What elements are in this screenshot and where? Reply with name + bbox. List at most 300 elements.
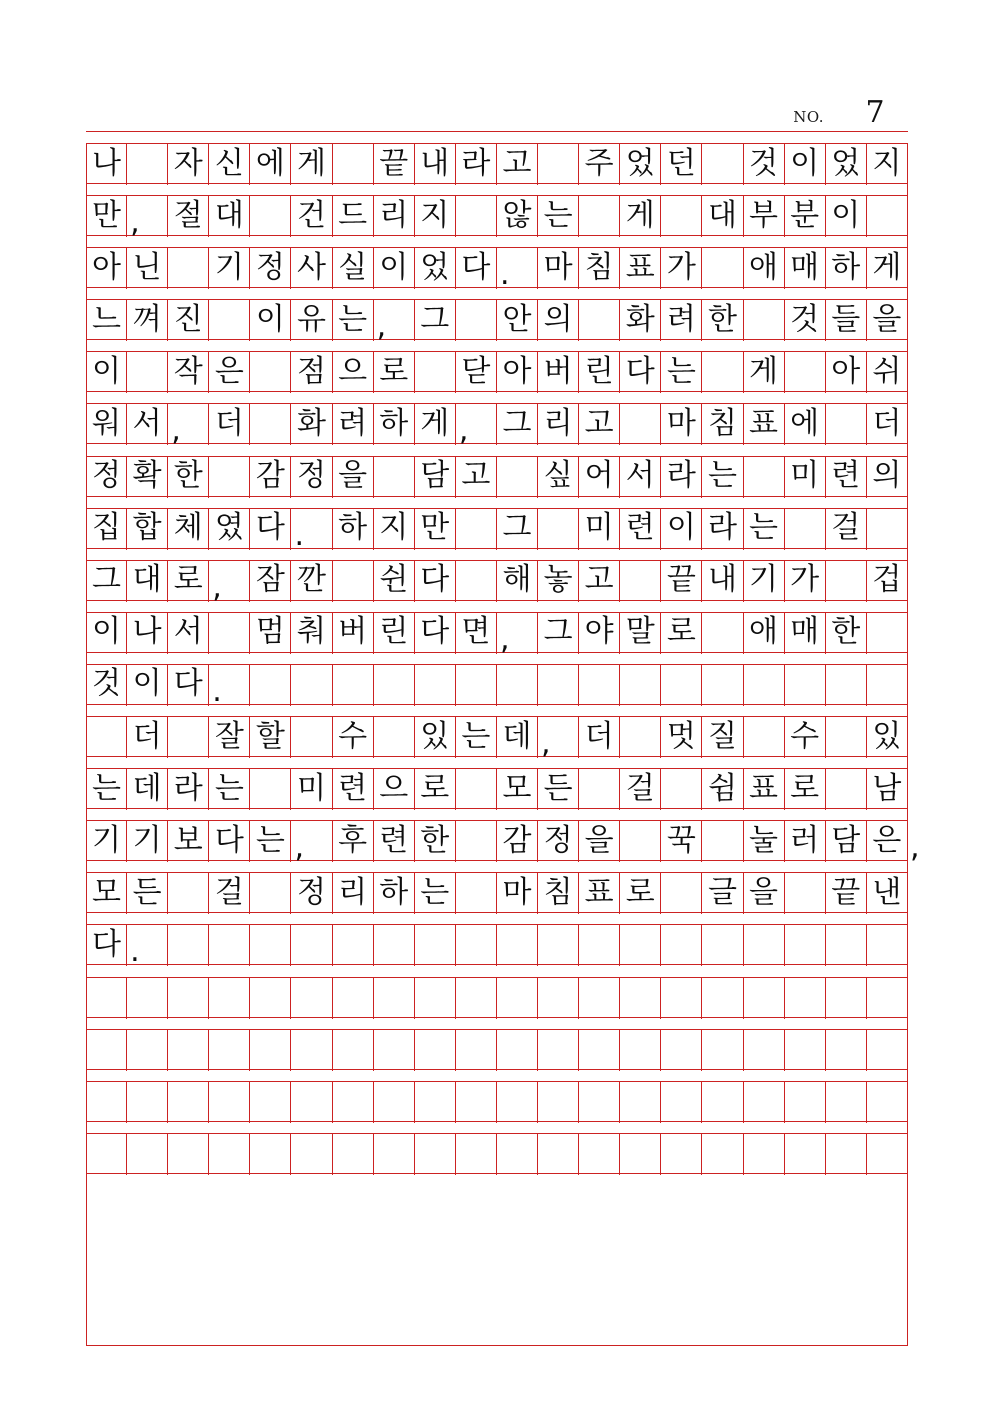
manuscript-cell[interactable] — [168, 404, 209, 449]
manuscript-cell[interactable] — [867, 1134, 908, 1175]
manuscript-cell[interactable] — [826, 665, 867, 706]
manuscript-cell[interactable] — [744, 352, 785, 393]
manuscript-cell[interactable] — [744, 1082, 785, 1123]
manuscript-cell[interactable] — [538, 509, 579, 550]
manuscript-cell[interactable] — [785, 196, 826, 237]
manuscript-cell[interactable] — [168, 873, 209, 914]
manuscript-cell[interactable] — [333, 925, 374, 966]
manuscript-cell[interactable] — [374, 821, 415, 862]
manuscript-cell[interactable] — [702, 404, 743, 445]
manuscript-cell[interactable] — [415, 404, 456, 445]
manuscript-cell[interactable] — [415, 300, 456, 341]
manuscript-cell[interactable] — [291, 873, 332, 914]
manuscript-cell[interactable] — [374, 248, 415, 289]
manuscript-cell[interactable] — [826, 873, 867, 914]
page-number-value[interactable]: 7 — [865, 95, 885, 130]
manuscript-cell[interactable] — [415, 1134, 456, 1175]
manuscript-cell[interactable] — [744, 925, 785, 966]
manuscript-cell[interactable] — [785, 978, 826, 1019]
manuscript-cell[interactable] — [867, 404, 908, 445]
manuscript-cell[interactable] — [209, 613, 250, 654]
manuscript-cell[interactable] — [456, 352, 497, 393]
manuscript-cell[interactable] — [127, 144, 168, 185]
manuscript-cell[interactable] — [661, 717, 702, 758]
manuscript-cell[interactable] — [785, 769, 826, 810]
manuscript-cell[interactable] — [127, 196, 168, 241]
manuscript-cell[interactable] — [86, 457, 127, 498]
manuscript-cell[interactable] — [744, 769, 785, 810]
manuscript-cell[interactable] — [826, 1134, 867, 1175]
manuscript-cell[interactable] — [497, 1134, 538, 1175]
manuscript-cell[interactable] — [250, 457, 291, 498]
manuscript-cell[interactable] — [661, 561, 702, 602]
manuscript-cell[interactable] — [785, 561, 826, 602]
manuscript-cell[interactable] — [785, 613, 826, 654]
manuscript-cell[interactable] — [620, 404, 661, 445]
manuscript-cell[interactable] — [620, 352, 661, 393]
manuscript-cell[interactable] — [826, 300, 867, 341]
manuscript-cell[interactable] — [744, 196, 785, 237]
manuscript-cell[interactable] — [209, 457, 250, 498]
manuscript-cell[interactable] — [744, 457, 785, 498]
manuscript-cell[interactable] — [867, 1030, 908, 1071]
manuscript-cell[interactable] — [620, 1082, 661, 1123]
manuscript-cell[interactable] — [785, 1134, 826, 1175]
manuscript-cell[interactable] — [333, 717, 374, 758]
manuscript-cell[interactable] — [579, 613, 620, 654]
manuscript-cell[interactable] — [538, 769, 579, 810]
manuscript-cell[interactable] — [456, 613, 497, 654]
manuscript-cell[interactable] — [86, 1134, 127, 1175]
manuscript-cell[interactable] — [538, 352, 579, 393]
manuscript-cell[interactable] — [702, 821, 743, 862]
manuscript-cell[interactable] — [456, 1082, 497, 1123]
manuscript-cell[interactable] — [620, 457, 661, 498]
manuscript-cell[interactable] — [661, 925, 702, 966]
manuscript-cell[interactable] — [333, 1134, 374, 1175]
manuscript-cell[interactable] — [291, 769, 332, 810]
manuscript-cell[interactable] — [374, 873, 415, 914]
manuscript-cell[interactable] — [702, 561, 743, 602]
manuscript-cell[interactable] — [168, 978, 209, 1019]
manuscript-cell[interactable] — [456, 196, 497, 237]
manuscript-cell[interactable] — [415, 457, 456, 498]
manuscript-cell[interactable] — [744, 144, 785, 185]
manuscript-cell[interactable] — [291, 509, 332, 553]
manuscript-cell[interactable] — [374, 404, 415, 445]
manuscript-cell[interactable] — [744, 404, 785, 445]
manuscript-cell[interactable] — [538, 613, 579, 654]
manuscript-cell[interactable] — [620, 509, 661, 550]
manuscript-cell[interactable] — [333, 873, 374, 914]
manuscript-cell[interactable] — [209, 300, 250, 341]
manuscript-cell[interactable] — [250, 613, 291, 654]
manuscript-cell[interactable] — [415, 873, 456, 914]
manuscript-cell[interactable] — [86, 821, 127, 862]
manuscript-cell[interactable] — [168, 1134, 209, 1175]
manuscript-cell[interactable] — [86, 144, 127, 185]
manuscript-cell[interactable] — [702, 925, 743, 966]
manuscript-cell[interactable] — [538, 404, 579, 445]
manuscript-cell[interactable] — [579, 300, 620, 341]
manuscript-cell[interactable] — [785, 509, 826, 550]
manuscript-cell[interactable] — [86, 1082, 127, 1123]
manuscript-cell[interactable] — [291, 1030, 332, 1071]
manuscript-cell[interactable] — [538, 1134, 579, 1175]
manuscript-cell[interactable] — [86, 769, 127, 810]
manuscript-cell[interactable] — [250, 1082, 291, 1123]
manuscript-cell[interactable] — [250, 1134, 291, 1175]
manuscript-cell[interactable] — [127, 925, 168, 970]
manuscript-cell[interactable] — [374, 925, 415, 966]
manuscript-cell[interactable] — [86, 404, 127, 445]
manuscript-cell[interactable] — [538, 665, 579, 706]
manuscript-cell[interactable] — [620, 561, 661, 602]
manuscript-cell[interactable] — [497, 248, 538, 293]
manuscript-cell[interactable] — [86, 978, 127, 1019]
manuscript-cell[interactable] — [415, 561, 456, 602]
manuscript-cell[interactable] — [209, 873, 250, 914]
manuscript-cell[interactable] — [785, 404, 826, 445]
manuscript-cell[interactable] — [702, 248, 743, 289]
manuscript-cell[interactable] — [867, 873, 908, 914]
manuscript-cell[interactable] — [826, 613, 867, 654]
manuscript-cell[interactable] — [620, 300, 661, 341]
manuscript-cell[interactable] — [168, 925, 209, 966]
manuscript-cell[interactable] — [374, 509, 415, 550]
manuscript-cell[interactable] — [209, 769, 250, 810]
manuscript-cell[interactable] — [579, 561, 620, 602]
manuscript-cell[interactable] — [291, 1134, 332, 1175]
manuscript-cell[interactable] — [826, 144, 867, 185]
manuscript-cell[interactable] — [86, 1030, 127, 1071]
manuscript-cell[interactable] — [127, 1082, 168, 1123]
manuscript-cell[interactable] — [127, 1030, 168, 1071]
manuscript-cell[interactable] — [209, 144, 250, 185]
manuscript-cell[interactable] — [168, 613, 209, 654]
manuscript-cell[interactable] — [250, 873, 291, 914]
manuscript-cell[interactable] — [291, 196, 332, 237]
manuscript-cell[interactable] — [620, 665, 661, 706]
manuscript-cell[interactable] — [497, 821, 538, 862]
manuscript-cell[interactable] — [579, 1134, 620, 1175]
manuscript-cell[interactable] — [250, 352, 291, 393]
manuscript-cell[interactable] — [333, 561, 374, 602]
manuscript-cell[interactable] — [497, 925, 538, 966]
manuscript-cell[interactable] — [661, 873, 702, 914]
manuscript-cell[interactable] — [826, 1082, 867, 1123]
manuscript-cell[interactable] — [744, 248, 785, 289]
manuscript-cell[interactable] — [867, 769, 908, 810]
manuscript-cell[interactable] — [209, 352, 250, 393]
manuscript-cell[interactable] — [127, 978, 168, 1019]
manuscript-cell[interactable] — [579, 665, 620, 706]
manuscript-cell[interactable] — [702, 300, 743, 341]
manuscript-cell[interactable] — [867, 613, 908, 654]
manuscript-cell[interactable] — [415, 144, 456, 185]
manuscript-cell[interactable] — [826, 978, 867, 1019]
manuscript-cell[interactable] — [209, 717, 250, 758]
manuscript-cell[interactable] — [168, 144, 209, 185]
manuscript-cell[interactable] — [744, 821, 785, 862]
manuscript-cell[interactable] — [456, 248, 497, 289]
manuscript-cell[interactable] — [291, 665, 332, 706]
manuscript-cell[interactable] — [456, 978, 497, 1019]
manuscript-cell[interactable] — [250, 1030, 291, 1071]
manuscript-cell[interactable] — [744, 509, 785, 550]
manuscript-cell[interactable] — [291, 404, 332, 445]
manuscript-cell[interactable] — [168, 509, 209, 550]
manuscript-cell[interactable] — [661, 352, 702, 393]
manuscript-cell[interactable] — [415, 1082, 456, 1123]
manuscript-cell[interactable] — [785, 248, 826, 289]
manuscript-cell[interactable] — [661, 821, 702, 862]
manuscript-cell[interactable] — [127, 873, 168, 914]
manuscript-cell[interactable] — [867, 561, 908, 602]
manuscript-cell[interactable] — [661, 457, 702, 498]
manuscript-cell[interactable] — [456, 404, 497, 449]
manuscript-cell[interactable] — [702, 978, 743, 1019]
manuscript-cell[interactable] — [661, 665, 702, 706]
manuscript-cell[interactable] — [867, 1082, 908, 1123]
manuscript-cell[interactable] — [250, 144, 291, 185]
manuscript-cell[interactable] — [86, 613, 127, 654]
manuscript-cell[interactable] — [702, 769, 743, 810]
manuscript-cell[interactable] — [127, 717, 168, 758]
manuscript-cell[interactable] — [785, 665, 826, 706]
manuscript-cell[interactable] — [579, 717, 620, 758]
manuscript-cell[interactable] — [250, 509, 291, 550]
manuscript-cell[interactable] — [497, 509, 538, 550]
manuscript-cell[interactable] — [702, 873, 743, 914]
manuscript-cell[interactable] — [291, 248, 332, 289]
manuscript-cell[interactable] — [867, 144, 908, 185]
manuscript-cell[interactable] — [291, 925, 332, 966]
manuscript-cell[interactable] — [620, 613, 661, 654]
manuscript-cell[interactable] — [579, 978, 620, 1019]
manuscript-cell[interactable] — [127, 509, 168, 550]
manuscript-cell[interactable] — [538, 717, 579, 762]
manuscript-cell[interactable] — [826, 404, 867, 445]
manuscript-cell[interactable] — [826, 248, 867, 289]
manuscript-cell[interactable] — [168, 1082, 209, 1123]
manuscript-cell[interactable] — [209, 665, 250, 709]
manuscript-cell[interactable] — [785, 352, 826, 393]
manuscript-cell[interactable] — [209, 821, 250, 862]
manuscript-cell[interactable] — [579, 509, 620, 550]
manuscript-cell[interactable] — [456, 1030, 497, 1071]
manuscript-cell[interactable] — [826, 717, 867, 758]
manuscript-cell[interactable] — [456, 717, 497, 758]
manuscript-cell[interactable] — [744, 300, 785, 341]
manuscript-cell[interactable] — [702, 144, 743, 185]
manuscript-cell[interactable] — [785, 144, 826, 185]
manuscript-cell[interactable] — [168, 352, 209, 393]
manuscript-cell[interactable] — [415, 613, 456, 654]
manuscript-cell[interactable] — [86, 717, 127, 758]
manuscript-cell[interactable] — [250, 769, 291, 810]
manuscript-cell[interactable] — [620, 717, 661, 758]
manuscript-cell[interactable] — [168, 717, 209, 758]
manuscript-cell[interactable] — [867, 821, 908, 862]
manuscript-cell[interactable] — [497, 352, 538, 393]
manuscript-cell[interactable] — [579, 352, 620, 393]
manuscript-cell[interactable] — [127, 613, 168, 654]
manuscript-cell[interactable] — [209, 509, 250, 550]
manuscript-cell[interactable] — [497, 613, 538, 657]
manuscript-cell[interactable] — [826, 821, 867, 862]
manuscript-cell[interactable] — [702, 196, 743, 237]
manuscript-cell[interactable] — [538, 873, 579, 914]
manuscript-cell[interactable] — [538, 300, 579, 341]
manuscript-cell[interactable] — [333, 300, 374, 341]
manuscript-cell[interactable] — [620, 1030, 661, 1071]
manuscript-cell[interactable] — [209, 561, 250, 605]
manuscript-cell[interactable] — [661, 144, 702, 185]
manuscript-cell[interactable] — [497, 717, 538, 758]
manuscript-cell[interactable] — [374, 613, 415, 654]
manuscript-cell[interactable] — [867, 925, 908, 966]
manuscript-cell[interactable] — [374, 352, 415, 393]
manuscript-cell[interactable] — [374, 1134, 415, 1175]
manuscript-cell[interactable] — [867, 300, 908, 341]
manuscript-cell[interactable] — [456, 457, 497, 498]
manuscript-cell[interactable] — [826, 352, 867, 393]
manuscript-cell[interactable] — [209, 925, 250, 966]
manuscript-cell[interactable] — [250, 196, 291, 237]
manuscript-cell[interactable] — [456, 144, 497, 185]
manuscript-cell[interactable] — [497, 873, 538, 914]
manuscript-cell[interactable] — [250, 404, 291, 445]
manuscript-cell[interactable] — [579, 248, 620, 289]
manuscript-cell[interactable] — [867, 196, 908, 237]
manuscript-cell[interactable] — [333, 821, 374, 862]
manuscript-cell[interactable] — [127, 561, 168, 602]
manuscript-cell[interactable] — [497, 665, 538, 706]
manuscript-cell[interactable] — [250, 925, 291, 966]
manuscript-cell[interactable] — [826, 457, 867, 498]
manuscript-cell[interactable] — [579, 1030, 620, 1071]
manuscript-cell[interactable] — [333, 978, 374, 1019]
manuscript-cell[interactable] — [497, 1030, 538, 1071]
manuscript-cell[interactable] — [497, 457, 538, 498]
manuscript-cell[interactable] — [661, 300, 702, 341]
manuscript-cell[interactable] — [744, 873, 785, 914]
manuscript-cell[interactable] — [620, 978, 661, 1019]
manuscript-cell[interactable] — [702, 1030, 743, 1071]
manuscript-cell[interactable] — [374, 300, 415, 345]
manuscript-cell[interactable] — [702, 613, 743, 654]
manuscript-cell[interactable] — [661, 1134, 702, 1175]
manuscript-cell[interactable] — [456, 561, 497, 602]
manuscript-cell[interactable] — [456, 873, 497, 914]
manuscript-cell[interactable] — [250, 978, 291, 1019]
manuscript-cell[interactable] — [579, 457, 620, 498]
manuscript-cell[interactable] — [579, 404, 620, 445]
manuscript-cell[interactable] — [333, 248, 374, 289]
manuscript-cell[interactable] — [456, 509, 497, 550]
manuscript-cell[interactable] — [86, 196, 127, 237]
manuscript-cell[interactable] — [867, 717, 908, 758]
manuscript-cell[interactable] — [702, 665, 743, 706]
manuscript-cell[interactable] — [333, 1082, 374, 1123]
manuscript-cell[interactable] — [785, 925, 826, 966]
manuscript-cell[interactable] — [209, 978, 250, 1019]
manuscript-cell[interactable] — [168, 248, 209, 289]
manuscript-cell[interactable] — [538, 196, 579, 237]
manuscript-cell[interactable] — [86, 352, 127, 393]
manuscript-cell[interactable] — [168, 196, 209, 237]
manuscript-cell[interactable] — [374, 144, 415, 185]
manuscript-cell[interactable] — [333, 769, 374, 810]
manuscript-cell[interactable] — [333, 665, 374, 706]
manuscript-cell[interactable] — [826, 925, 867, 966]
manuscript-cell[interactable] — [744, 717, 785, 758]
manuscript-cell[interactable] — [579, 925, 620, 966]
manuscript-cell[interactable] — [661, 613, 702, 654]
manuscript-cell[interactable] — [702, 1082, 743, 1123]
manuscript-cell[interactable] — [333, 613, 374, 654]
manuscript-cell[interactable] — [168, 457, 209, 498]
manuscript-cell[interactable] — [456, 769, 497, 810]
manuscript-cell[interactable] — [661, 509, 702, 550]
manuscript-cell[interactable] — [127, 769, 168, 810]
manuscript-cell[interactable] — [374, 665, 415, 706]
manuscript-cell[interactable] — [250, 717, 291, 758]
manuscript-cell[interactable] — [661, 1082, 702, 1123]
manuscript-cell[interactable] — [86, 509, 127, 550]
manuscript-cell[interactable] — [209, 196, 250, 237]
manuscript-cell[interactable] — [826, 509, 867, 550]
manuscript-cell[interactable] — [538, 821, 579, 862]
manuscript-cell[interactable] — [250, 561, 291, 602]
manuscript-cell[interactable] — [291, 821, 332, 866]
manuscript-cell[interactable] — [209, 1082, 250, 1123]
manuscript-cell[interactable] — [579, 1082, 620, 1123]
manuscript-cell[interactable] — [374, 1082, 415, 1123]
manuscript-cell[interactable] — [127, 300, 168, 341]
manuscript-cell[interactable] — [538, 1030, 579, 1071]
manuscript-cell[interactable] — [620, 873, 661, 914]
manuscript-cell[interactable] — [168, 1030, 209, 1071]
manuscript-cell[interactable] — [702, 509, 743, 550]
manuscript-cell[interactable] — [168, 561, 209, 602]
manuscript-cell[interactable] — [127, 665, 168, 706]
manuscript-cell[interactable] — [209, 1134, 250, 1175]
manuscript-cell[interactable] — [456, 665, 497, 706]
manuscript-cell[interactable] — [168, 300, 209, 341]
manuscript-cell[interactable] — [291, 717, 332, 758]
manuscript-cell[interactable] — [702, 457, 743, 498]
manuscript-cell[interactable] — [291, 561, 332, 602]
manuscript-cell[interactable] — [744, 1030, 785, 1071]
manuscript-cell[interactable] — [415, 196, 456, 237]
manuscript-cell[interactable] — [620, 769, 661, 810]
manuscript-cell[interactable] — [826, 1030, 867, 1071]
manuscript-cell[interactable] — [661, 196, 702, 237]
manuscript-cell[interactable] — [702, 717, 743, 758]
manuscript-cell[interactable] — [785, 717, 826, 758]
manuscript-cell[interactable] — [785, 873, 826, 914]
manuscript-cell[interactable] — [785, 821, 826, 862]
manuscript-cell[interactable] — [785, 457, 826, 498]
manuscript-cell[interactable] — [538, 978, 579, 1019]
manuscript-cell[interactable] — [538, 561, 579, 602]
manuscript-cell[interactable] — [497, 978, 538, 1019]
manuscript-cell[interactable] — [661, 978, 702, 1019]
manuscript-cell[interactable] — [291, 978, 332, 1019]
manuscript-cell[interactable] — [579, 769, 620, 810]
